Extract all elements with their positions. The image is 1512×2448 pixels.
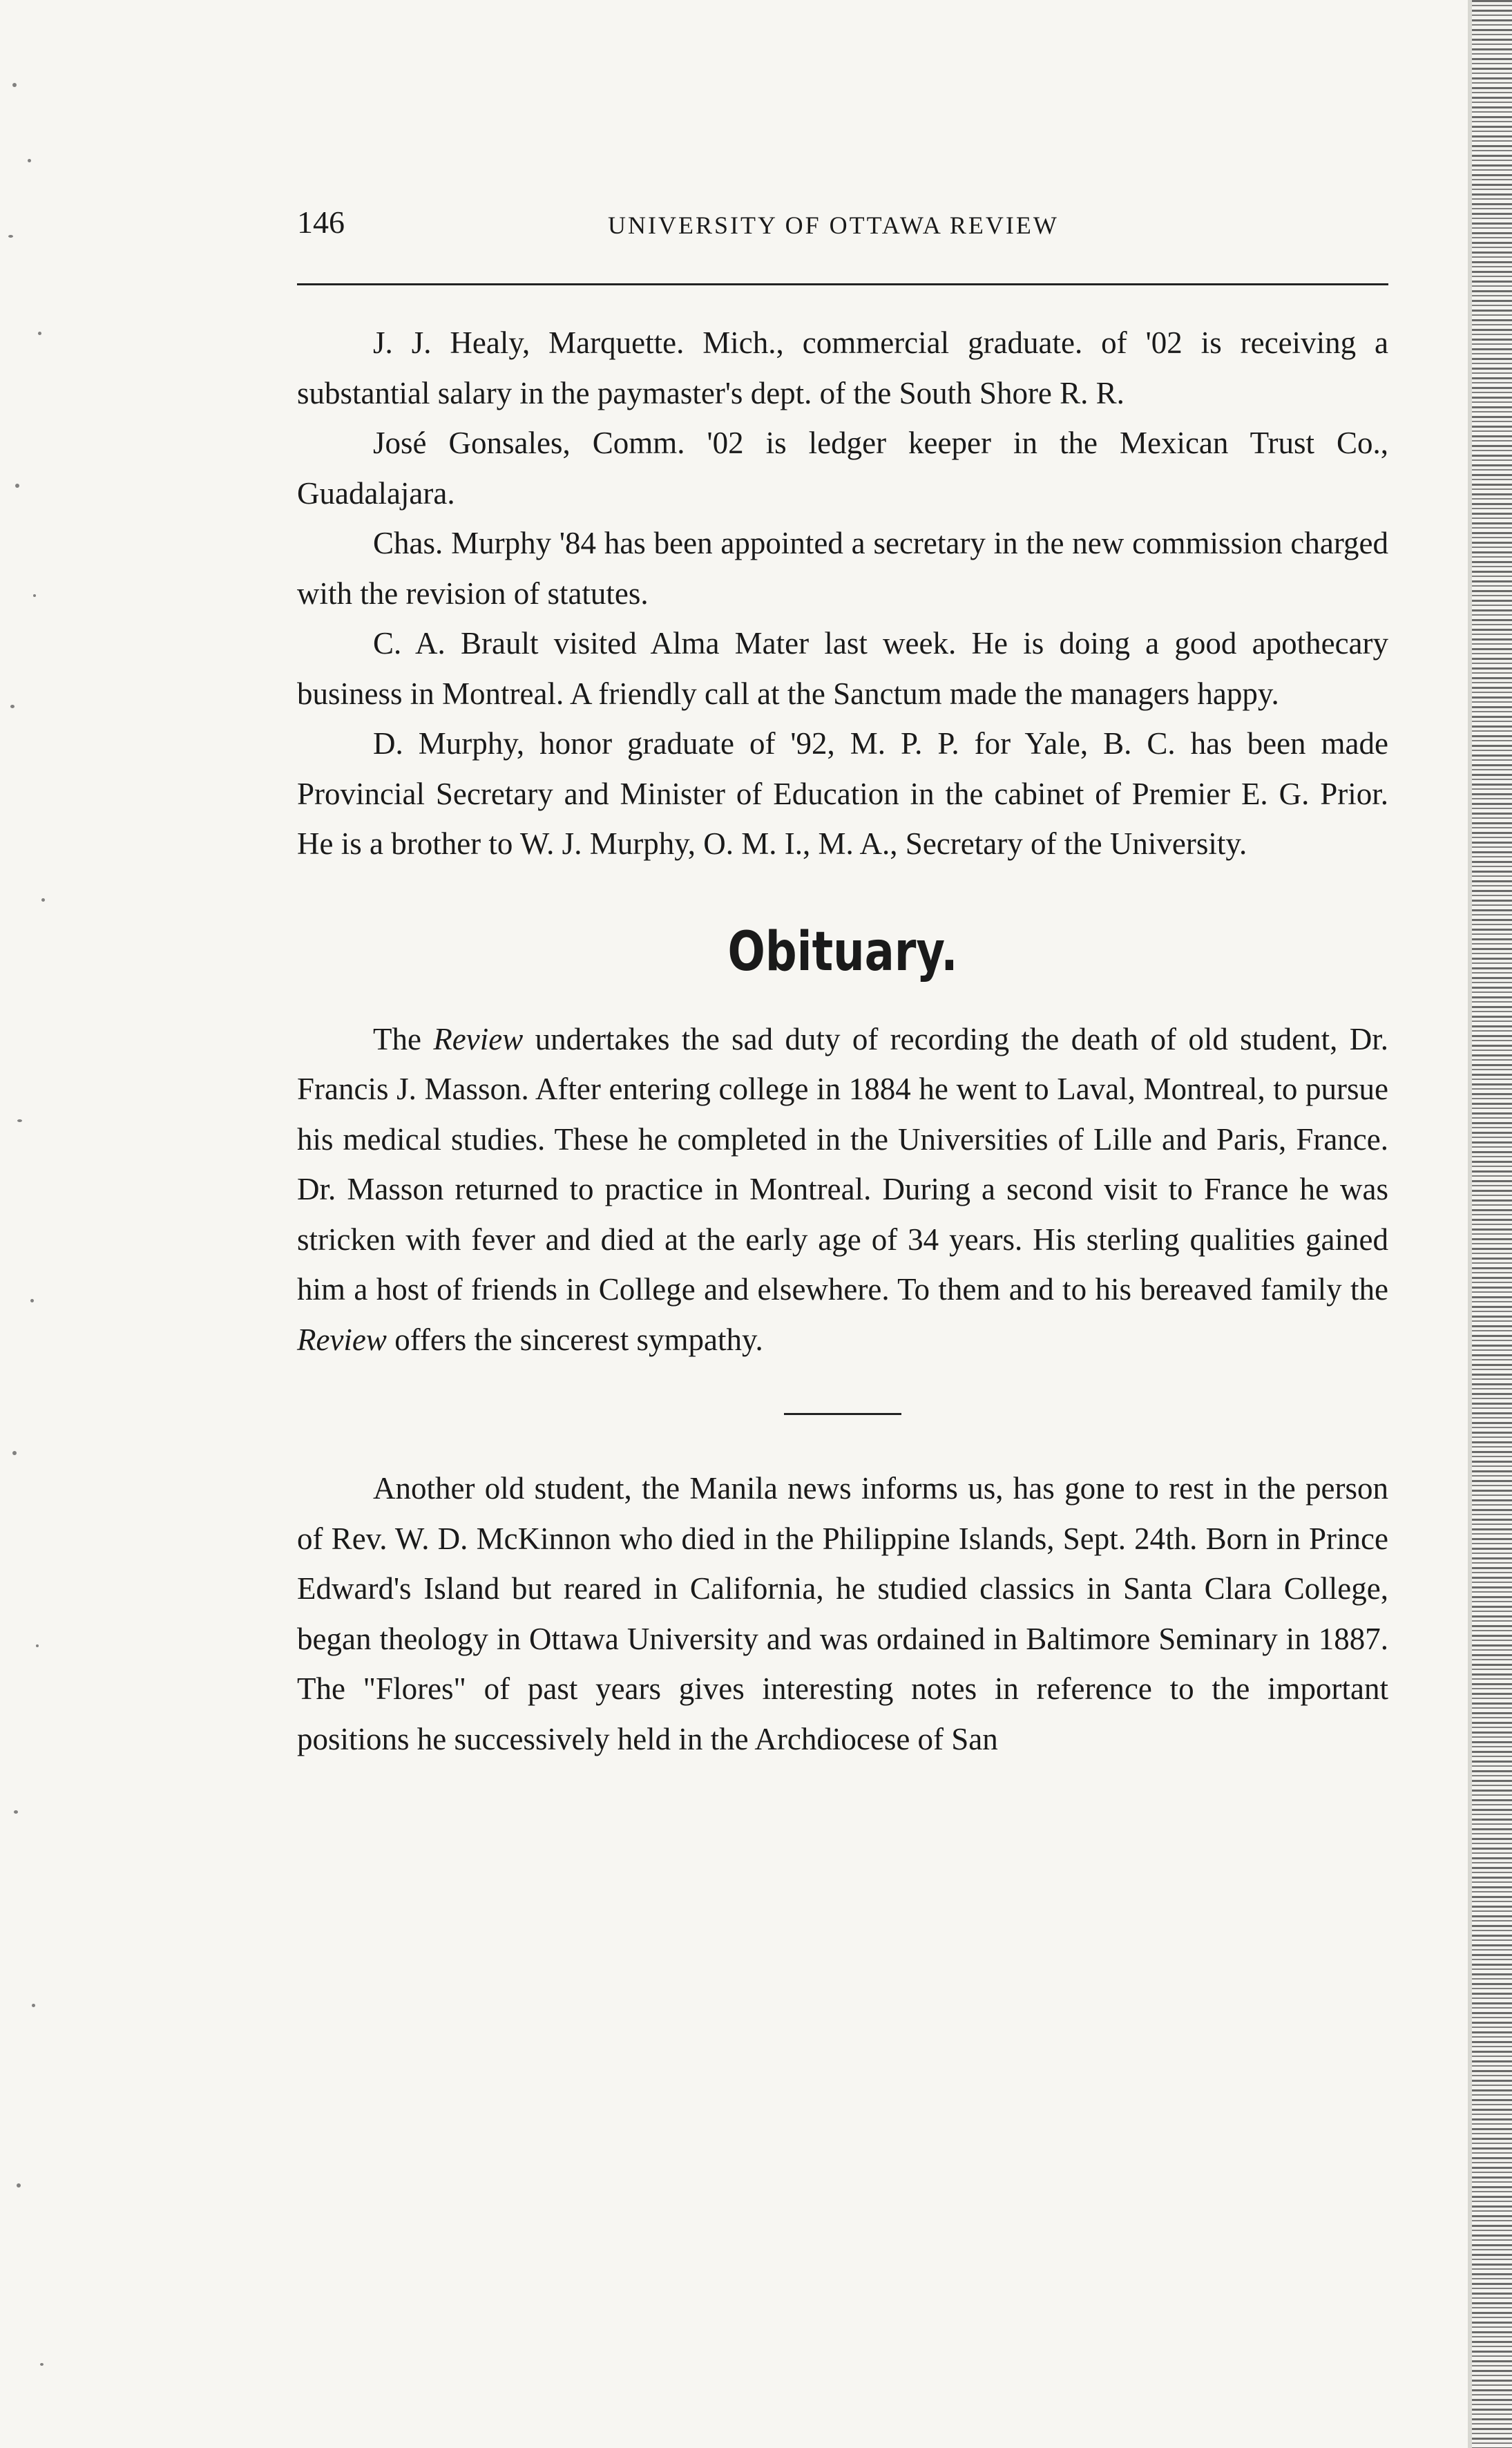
scan-specks (0, 0, 111, 2448)
magazine-name: Review (297, 1322, 387, 1357)
personal-item: José Gonsales, Comm. '02 is ledger keeper in the Mexican Trust Co., Guadalajara. (297, 426, 1388, 511)
obituary-paragraph: Another old student, the Manila news informs us, has gone to rest in the person of Rev. W. D. McKinnon who died in the Philippine Islands, Sept. 24th. Born in Prince Edward's Island but reared in California, he studied classics in Santa Clara College, began theology in Ottawa University and was ordained in Baltimore Seminary in 1887. The "Flores" of past years gives interesting notes in reference to the important positions he successively held in the Archdiocese of San (297, 1471, 1388, 1756)
obituary-paragraph (297, 1014, 1388, 1365)
header-rule (297, 283, 1388, 285)
text-run: offers the sincerest sympathy. (386, 1322, 763, 1357)
personal-item: D. Murphy, honor graduate of '92, M. P. P. for Yale, B. C. has been made Provincial Secretary and Minister of Education in the cabinet of Premier E. G. Prior. He is a brother to W. J. Murphy, O. M. I., M. A., Secretary of the University. (297, 726, 1388, 861)
page-number: 146 (297, 205, 345, 240)
magazine-name: Review (433, 1021, 524, 1056)
section-divider (784, 1413, 901, 1415)
personal-item: Chas. Murphy '84 has been appointed a secretary in the new commission charged with the revision of statutes. (297, 526, 1388, 611)
running-title: UNIVERSITY OF OTTAWA REVIEW (608, 211, 1059, 239)
page-binding-edge (1472, 0, 1512, 2448)
text-run: The (373, 1021, 434, 1056)
page-body (297, 318, 1388, 1764)
text-run: undertakes the sad duty of recording the death of old student, Dr. Francis J. Masson. After entering college in 1884 he went to Laval, Montreal, to pursue his medical studies. These he completed in the Universities of Lille and Paris, France. Dr. Masson returned to practice in Montreal. During a second visit to France he was stricken with fever and died at the early age of 34 years. His sterling qualities gained him a host of friends in College and elsewhere. To them and to his bereaved family the (297, 1021, 1388, 1307)
personal-item: C. A. Brault visited Alma Mater last week. He is doing a good apothecary business in Montreal. A friendly call at the Sanctum made the managers happy. (297, 626, 1388, 711)
section-heading-obituary: Obituary. (727, 920, 958, 983)
page-binding-shadow (1468, 0, 1472, 2448)
page-header (297, 204, 1388, 245)
personal-item: J. J. Healy, Marquette. Mich., commercial graduate. of '02 is receiving a substantial salary in the paymaster's dept. of the South Shore R. R. (297, 325, 1388, 410)
